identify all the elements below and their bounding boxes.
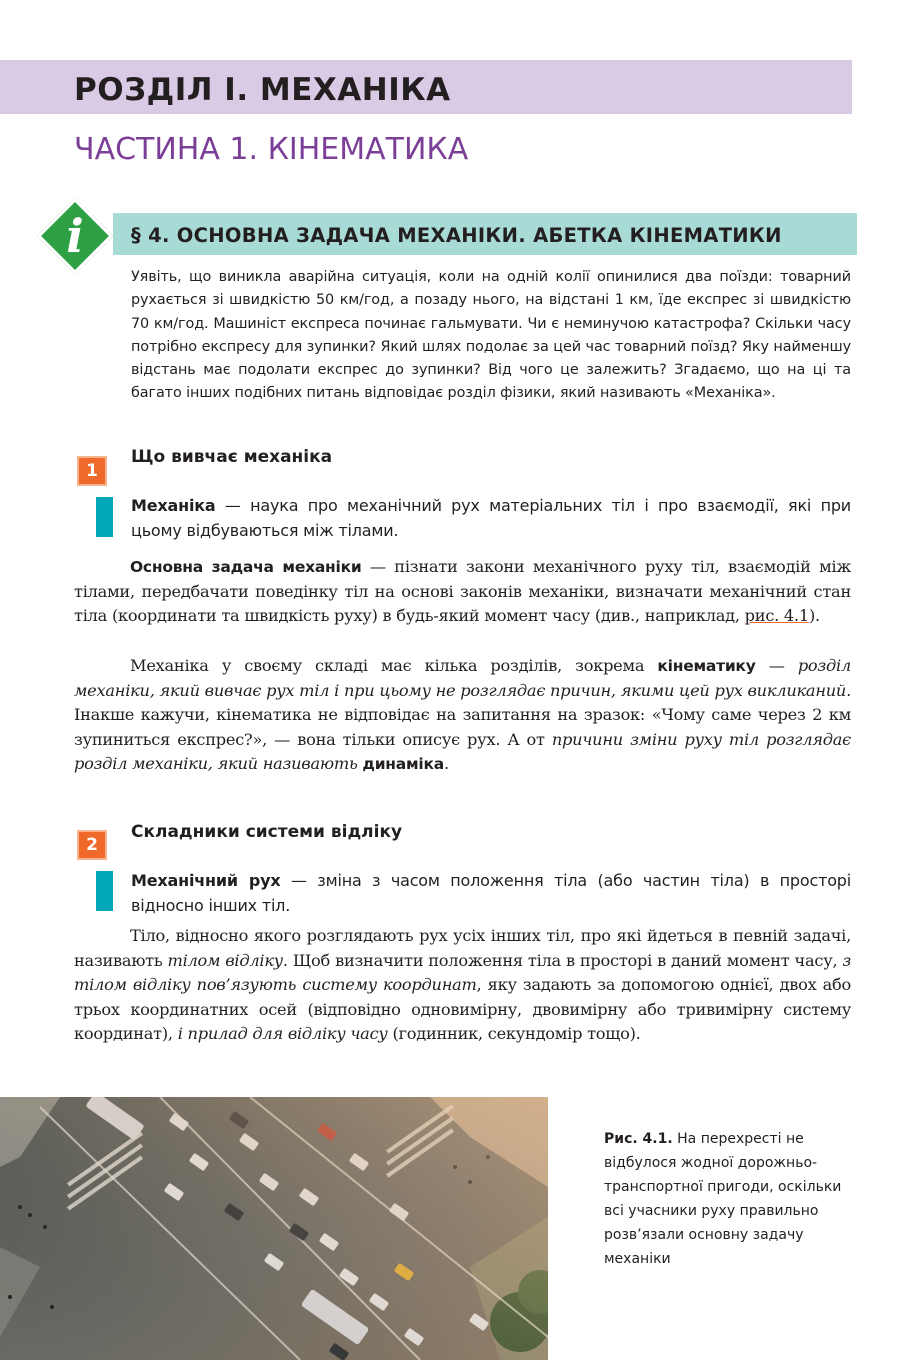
- definition-body: — наука про механічний рух матеріальних тіл і про взаємодії, які при цьому відбуваються між тілами.: [131, 496, 851, 540]
- kinematics-term: кінематику: [657, 657, 756, 675]
- part-title: ЧАСТИНА 1. КІНЕМАТИКА: [74, 132, 469, 167]
- paragraph-title: § 4. ОСНОВНА ЗАДАЧА МЕХАНІКИ. АБЕТКА КІНЕМАТИКИ: [131, 224, 782, 247]
- topic-title: Що вивчає механіка: [131, 447, 333, 467]
- definition-term: Механічний рух: [131, 871, 281, 890]
- definition-term: Механіка: [131, 496, 216, 515]
- definition-body: — зміна з часом положення тіла (або частин тіла) в просторі відносно інших тіл.: [131, 871, 851, 915]
- info-letter-icon: i: [66, 209, 84, 263]
- topic-number-badge: 2: [77, 830, 107, 860]
- main-task-paragraph: Основна задача механіки — пізнати закони механічного руху тіл, взаємодій між тілами, передбачати поведінку тіл на основі законів механіки, визначати механічний стан тіла (координати та швидкість руху) в будь-який момент часу (див., наприклад, рис. 4.1).: [74, 557, 852, 626]
- definition-mechanics: [131, 493, 851, 543]
- topic-number-badge: 1: [77, 456, 107, 486]
- main-task-term: Основна задача механіки: [130, 558, 362, 576]
- kinematics-paragraph: Механіка у своєму складі має кілька розділів, зокрема кінематику — розділ механіки, який вивчає рух тіл і при цьому не розглядає причин, якими цей рух викликаний. Інакше кажучи, кінематика не відповідає на запитання на зразок: «Чому саме через 2 км зупиниться експрес?», — вона тільки описує рух. А от причини зміни руху тіл розглядає розділ механіки, який називають динаміка.: [74, 656, 851, 774]
- definition-marker: [96, 871, 113, 911]
- section-title: РОЗДІЛ І. МЕХАНІКА: [74, 72, 451, 108]
- figure-reference-link[interactable]: рис. 4.1: [744, 606, 809, 626]
- reference-body-paragraph: Тіло, відносно якого розглядають рух усіх інших тіл, про які йдеться в певній задачі, називають тілом відліку. Щоб визначити положення тіла в просторі в даний момент часу, з тілом відліку пов’язують систему координат, яку задають за допомогою однієї, двох або трьох координатних осей (відповідно одновимірну, двовимірну або тривимірну систему координат), і прилад для відліку часу (годинник, секундомір тощо).: [74, 926, 851, 1044]
- figure-caption: Рис. 4.1. На перехресті не відбулося жодної дорожньо-транспортної пригоди, оскільки всі учасники руху правильно розв’язали основну задачу механіки: [604, 1131, 842, 1267]
- intersection-photo: [0, 1097, 548, 1360]
- definition-marker: [96, 497, 113, 537]
- definition-mechanical-motion: [131, 868, 851, 918]
- intro-text: Уявіть, що виникла аварійна ситуація, коли на одній колії опинилися два поїзди: товарний рухається зі швидкістю 50 км/год, а позаду нього, на відстані 1 км, їде експрес зі швидкістю 70 км/год. Машиніст експреса починає гальмувати. Чи є неминучою катастрофа? Скільки часу потрібно експресу для зупинки? Який шлях подолає за цей час товарний поїзд? Яку найменшу відстань має подолати експрес до зупинки? Від чого це залежить? Згадаємо, що на ці та багато інших подібних питань відповідає розділ фізики, який називають «Механіка».: [131, 269, 851, 402]
- topic-title: Складники системи відліку: [131, 822, 403, 842]
- dynamics-term: динаміка: [362, 755, 444, 774]
- figure-label: Рис. 4.1.: [604, 1131, 673, 1147]
